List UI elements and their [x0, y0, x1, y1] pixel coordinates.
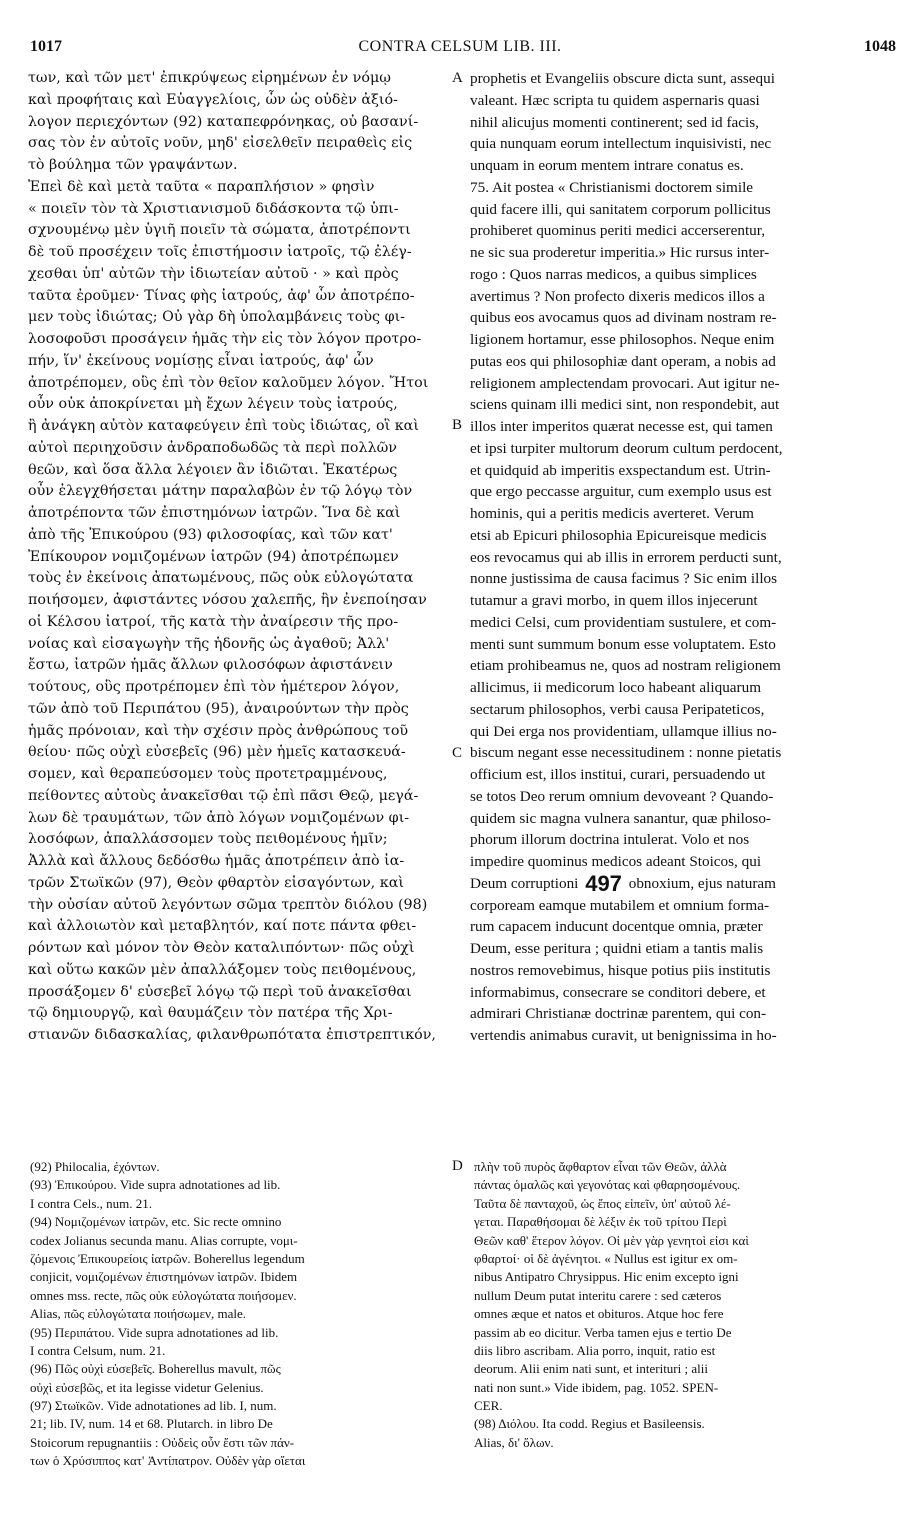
latin-line-tail: obnoxium, ejus naturam — [628, 874, 776, 892]
footnote-line: I contra Cels., num. 21. — [30, 1195, 153, 1211]
greek-text-line: ἀποτρέποντα τῶν ἐπιστημόνων ἰατρῶν. Ἵνα δὲ καὶ — [28, 505, 401, 521]
footnote-line: diis libro ascribam. Alia porro, inquit, ratio est — [474, 1342, 716, 1358]
footnote-line: Θεῶν καθ' ἕτερον λόγον. Οἱ μὲν γὰρ γενητοὶ εἰσι καὶ — [474, 1232, 749, 1248]
greek-text-line: λοσοφοῦσι προσάγειν ἡμᾶς τὴν εἰς τὸν λόγον προτρο- — [28, 331, 422, 347]
latin-text-line: ligionem hortamur, esse philosophos. Neque enim — [470, 331, 775, 348]
footnote-line: nullum Deum putat interitu carere : sed cæteros — [474, 1287, 722, 1303]
latin-text-line: qui Dei erga nos providentiam, ullamque illius no- — [470, 722, 777, 740]
footnote-line: ζόμενοις Ἐπικουρείοις ἰατρῶν. Boherellus legendum — [30, 1250, 305, 1266]
latin-text-line: tutamur a gravi morbo, in quem illos injecerunt — [470, 592, 758, 609]
footnote-line: (92) Philocalia, ἐχόντων. — [30, 1159, 160, 1174]
greek-text-line: καὶ προφήταις καὶ Εὐαγγελίοις, ὧν ὡς οὐδὲν ἀξιό- — [28, 91, 398, 108]
footnote-line: nati non sunt.» Vide ibidem, pag. 1052. SPEN- — [474, 1379, 719, 1395]
footnote-line: omnes æque et natos et obituros. Atque hoc fere — [474, 1306, 724, 1322]
latin-text-line: nostros removebimus, hisque potius piis institutis — [470, 961, 771, 979]
latin-text-line: etsi ab Epicuri philosophia Epicureisque medicis — [470, 526, 767, 544]
latin-text-line: vertendis animabus curavit, ut benignissima in ho- — [470, 1027, 777, 1044]
latin-text-line: officium est, illos institui, curari, persuadendo ut — [470, 766, 766, 783]
latin-text-line: impedire quominus medicos adeant Stoicos, qui — [470, 853, 762, 870]
greek-text-line: πήν, ἵν' ἐκείνους νομίσῃς εἶναι ἰατρούς, ἀφ' ὧν — [28, 352, 374, 369]
greek-text-line: μεν τοὺς ἰδιώτας; Οὐ γὰρ δὴ ὑπολαμβάνεις τοὺς φι- — [28, 309, 406, 326]
greek-text-line: σομεν, καὶ θεραπεύσομεν τοὺς προτετραμμένους, — [28, 766, 388, 782]
footnote-line: Alias, πῶς εὐλογώτατα ποιήσωμεν, male. — [30, 1306, 247, 1322]
latin-text-line: prophetis et Evangeliis obscure dicta sunt, assequi — [470, 70, 775, 87]
latin-text-line: rum capacem inducunt docentque omnia, præter — [470, 918, 763, 936]
latin-text-line: religionem amplectendam provocari. Aut igitur ne- — [470, 374, 780, 392]
greek-text-line: σας τὸν ἐν αὐτοῖς νοῦν, μηδ' εἰσελθεῖν πειραθεὶς εἰς — [28, 135, 413, 152]
latin-text-line: medici Celsi, cum providentiam sustulere, et com- — [470, 613, 777, 631]
margin-letter-a: A — [452, 70, 463, 86]
latin-text-line: Deum, esse peritura ; quidni etiam a tantis malis — [470, 940, 764, 957]
greek-text-line: τούτους, οὓς προτρέπομεν ἐπὶ τὸν ἡμέτερον λόγον, — [28, 679, 400, 695]
margin-letter-d: D — [452, 1158, 463, 1174]
latin-text-line: informabimus, consecrare se conditori debere, et — [470, 983, 766, 1001]
footnote-line: Ταῦτα δὲ πανταχοῦ, ὡς ἔπος εἰπεῖν, ὑπ' αὐτοῦ λέ- — [474, 1195, 731, 1211]
latin-text-line: quia nunquam eorum intellectum inquisivisti, nec — [470, 135, 772, 153]
greek-text-line: τῷ δημιουργῷ, καὶ θαυμάζειν τὸν πατέρα τῆς Χρι- — [28, 1005, 393, 1022]
greek-text-line: ποιήσομεν, ἀφιστάντες νόσου χαλεπῆς, ἣν ἐνεποίησαν — [28, 592, 427, 608]
greek-text-line: λων δὲ τραυμάτων, τῶν ἀπὸ λόγων νομιζομένων φι- — [28, 809, 410, 826]
footnote-line: I contra Celsum, num. 21. — [30, 1342, 166, 1358]
greek-text-line: νοίας καὶ εἰσαγωγὴν τῆς ἡδονῆς ὡς ἀγαθοῦ; Ἀλλ' — [28, 635, 390, 652]
footnote-line: φθαρτοί· οἱ δὲ ἀγένητοι. « Nullus est igitur ex om- — [474, 1250, 738, 1266]
greek-text-line: « ποιεῖν τὸν τὰ Χριστιανισμοῦ διδάσκοντα τῷ ὑπι- — [28, 200, 399, 217]
latin-text-line: sciens quinam illi medici sint, non respondebit, aut — [470, 396, 780, 414]
latin-text-line: admirari Christianæ doctrinæ parentem, qui con- — [470, 1005, 767, 1023]
latin-text-line: et ipsi turpiter multorum deorum cultum perdocent, — [470, 439, 783, 457]
footnote-line: (96) Πῶς οὐχὶ εὐσεβεῖς. Boherellus mavult, πῶς — [30, 1361, 281, 1377]
greek-text-line: θείου· πῶς οὐχὶ εὐσεβεῖς (96) μὲν ἡμεῖς κατασκευά- — [28, 744, 406, 761]
greek-text-line: προσάξομεν δ' εὐσεβεῖ λόγῳ τῷ περὶ τοῦ ἀνακεῖσθαι — [28, 983, 412, 1000]
latin-text-line: avertimus ? Non profecto dixeris medicos illos a — [470, 287, 765, 305]
footnote-line: (94) Νομιζομένων ἰατρῶν, etc. Sic recte omnino — [30, 1214, 282, 1230]
greek-text-line: Ἐπεὶ δὲ καὶ μετὰ ταῦτα « παραπλήσιον » φησὶν — [28, 178, 375, 195]
latin-text-line: biscum negant esse necessitudinem : nonne pietatis — [470, 744, 782, 762]
greek-text-column — [28, 68, 448, 1047]
greek-text-line: πείθοντες αὐτοὺς ἀνακεῖσθαι τῷ ἐπὶ πᾶσι Θεῷ, μεγά- — [28, 787, 419, 804]
greek-text-line: ἔστω, ἰατρῶν ἡμᾶς ἄλλων φιλοσόφων ἀφιστάνειν — [28, 657, 393, 674]
margin-letter-c: C — [452, 745, 463, 761]
footnote-line: conjicit, νομιζομένων ἐπιστημόνων ἰατρῶν. Ibidem — [30, 1269, 298, 1285]
greek-text-line: ταῦτα ἐροῦμεν· Τίνας φὴς ἰατρούς, ἀφ' ὧν ἀποτρέπο- — [28, 287, 415, 304]
footnote-line: nibus Antipatro Chrysippus. Hic enim excepto igni — [474, 1269, 739, 1285]
greek-text-line: δὲ τοῦ προσέχειν τοῖς ἐπιστήμοσιν ἰατροῖς, τῷ ἐλέγ- — [28, 244, 412, 260]
footnote-line: (97) Στωϊκῶν. Vide adnotationes ad lib. I, num. — [30, 1398, 277, 1414]
greek-text-line: ρόντων καὶ μόνον τὸν Θεὸν καταλιπόντων· πῶς οὐχὶ — [28, 940, 415, 956]
latin-text-line: prohiberet quominus periti medici accerserentur, — [470, 222, 766, 240]
page-number-left: 1017 — [30, 38, 62, 55]
latin-text-line: quidem sic magna vulnera sanantur, quæ philoso- — [470, 809, 771, 827]
greek-text-line: ἢ ἀνάγκη αὐτὸν καταφεύγειν ἐπὶ τοὺς ἰδιώτας, οἳ καὶ — [28, 418, 419, 434]
running-title: CONTRA CELSUM LIB. III. — [358, 38, 562, 55]
margin-letter-b: B — [452, 417, 463, 433]
greek-text-line: τὴν οὐσίαν αὐτοῦ λεγόντων σῶμα τρεπτὸν διόλου (98) — [28, 896, 428, 913]
latin-text-line: eos revocamus qui ab illis in errorem perducti sunt, — [470, 548, 782, 566]
greek-text-line: οὖν οὐκ ἀποκρίνεται μὴ ἔχων λέγειν τοὺς ἰατρούς, — [28, 396, 398, 413]
greek-text-line: ἀπὸ τῆς Ἐπικούρου (93) φιλοσοφίας, καὶ τῶν κατ' — [28, 526, 393, 543]
latin-text-line: phorum illorum doctrina intulerat. Volo et nos — [470, 831, 750, 849]
greek-text-line: σχνουμένῳ μὲν ὑγιῆ ποιεῖν τὰ σώματα, ἀποτρέποντι — [28, 222, 411, 239]
footnotes-right-column — [474, 1158, 894, 1452]
footnote-line: Alias, δι' ὅλων. — [474, 1434, 554, 1450]
greek-text-line: καὶ οὕτω κακῶν μὲν ἀπαλλάξομεν τοὺς πειθομένους, — [28, 961, 417, 978]
footnote-line: codex Jolianus secunda manu. Alias corrupte, νομι- — [30, 1232, 298, 1248]
column-number: 497 — [585, 872, 622, 895]
greek-text-line: τοὺς ἐν ἐκείνοις ἀπατωμένους, πῶς οὐκ εὐλογώτατα — [28, 570, 414, 587]
footnote-line: πλὴν τοῦ πυρὸς ἄφθαρτον εἶναι τῶν Θεῶν, ἀλλὰ — [474, 1159, 727, 1174]
footnote-line: CER. — [474, 1398, 503, 1414]
greek-text-line: των, καὶ τῶν μετ' ἐπικρύψεως εἰρημένων ἐν νόμῳ — [28, 70, 391, 86]
footnote-line: οὐχὶ εὐσεβῶς, et ita legisse videtur Gelenius. — [30, 1379, 264, 1395]
latin-text-line: se totos Deo rerum omnium devoveant ? Quando- — [470, 787, 774, 805]
greek-text-line: Ἀλλὰ καὶ ἄλλους δεδόσθω ἡμᾶς ἀποτρέπειν ἀπὸ ἰα- — [28, 853, 405, 869]
greek-text-line: στιανῶν διδασκαλίας, φιλανθρωπότατα ἐπιστρεπτικόν, — [28, 1027, 436, 1043]
latin-text-line: rogo : Quos narras medicos, a quibus simplices — [470, 265, 757, 283]
footnote-line: deorum. Alii enim nati sunt, et interituri ; alii — [474, 1361, 708, 1377]
latin-text-line: ne sic sua proderetur imperitia.» Hic rursus inter- — [470, 244, 770, 261]
running-header — [22, 38, 898, 62]
footnote-line: (95) Περιπάτου. Vide supra adnotationes ad lib. — [30, 1324, 279, 1340]
latin-text-line: quid facere illi, qui sanitatem corporum pollicitus — [470, 200, 771, 218]
latin-text-line: putas eos qui philosophiæ dant operam, a nobis ad — [470, 352, 776, 370]
latin-text-line: quibus eos avocamus quos ad divinam nostram re- — [470, 309, 777, 327]
greek-text-line: τρῶν Στωϊκῶν (97), Θεὸν φθαρτὸν εἰσαγόντων, καὶ — [28, 874, 404, 891]
greek-text-line: οἱ Κέλσου ἰατροί, τῆς κατὰ τὴν ἀναίρεσιν τῆς προ- — [28, 613, 399, 630]
greek-text-line: λοσόφων, ἀπαλλάσσομεν τοὺς πειθομένους ἡμῖν; — [28, 831, 388, 848]
latin-text-line: et quidquid ab imperitis exspectandum est. Utrin- — [470, 461, 771, 479]
greek-text-line: οὖν ἐλεγχθήσεται μάτην παραλαβὼν ἐν τῷ λόγῳ τὸν — [28, 483, 413, 500]
latin-text-line: etiam prohibeamus ne, quos ad nostram religionem — [470, 657, 781, 675]
footnote-line: (98) Διόλου. Ita codd. Regius et Basileensis. — [474, 1416, 705, 1432]
footnote-line: (93) Ἐπικούρου. Vide supra adnotationes ad lib. — [30, 1177, 281, 1193]
latin-text-line: menti sunt summum bonum esse voluptatem. Esto — [470, 635, 776, 653]
latin-line-head: Deum corruptioni — [470, 874, 579, 892]
footnote-line: πάντας ὁμαλῶς καὶ γεγονότας καὶ φθαρησομένους. — [474, 1177, 741, 1193]
footnote-line: 21; lib. IV, num. 14 et 68. Plutarch. in libro De — [30, 1416, 273, 1432]
greek-text-line: θεῶν, καὶ ὅσα ἄλλα λέγοιεν ἂν ἰδιῶται. Ἑκατέρως — [28, 461, 398, 478]
footnote-line: omnes mss. recte, πῶς οὐκ εὐλογώτατα ποιήσομεν. — [30, 1287, 297, 1303]
latin-text-line: valeant. Hæc scripta tu quidem aspernaris quasi — [470, 91, 760, 109]
latin-text-line: allicimus, ii medicorum loco habeant aliquarum — [470, 679, 762, 696]
latin-text-line: hominis, qui a peritis medicis averteret. Verum — [470, 505, 754, 522]
footnotes-left-column — [30, 1158, 435, 1471]
latin-text-line: illos inter imperitos quærat necesse est, qui tamen — [470, 418, 773, 435]
latin-text-line: nonne justissima de causa facimus ? Sic enim illos — [470, 570, 778, 588]
greek-text-line: λογον περιεχόντων (92) καταπεφρόνηκας, οὐ βασανί- — [28, 113, 419, 130]
greek-text-line: Ἐπίκουρον νομιζομένων ἰατρῶν (94) ἀποτρέπωμεν — [28, 548, 399, 565]
greek-text-line: χεσθαι ὑπ' αὐτῶν τὴν ἰδιωτείαν αὐτοῦ · » καὶ πρὸς — [28, 265, 399, 282]
greek-text-line: τὸ βούλημα τῶν γραψάντων. — [28, 157, 238, 173]
page-number-right: 1048 — [864, 38, 896, 55]
latin-text-line: corpoream eamque mutabilem et omnium forma- — [470, 896, 770, 914]
footnote-line: passim ab eo dicitur. Verba tamen ejus e tertio De — [474, 1324, 732, 1340]
footnote-line: γεται. Παραθήσομαι δὲ λέξιν ἐκ τοῦ τρίτου Περὶ — [474, 1214, 727, 1230]
greek-text-line: αὐτοὶ περιηχοῦσιν ἀνδραποδωδῶς τὰ περὶ πολλῶν — [28, 439, 397, 456]
latin-text-line: sectarum philosophos, verbi causa Peripateticos, — [470, 700, 765, 718]
greek-text-line: ἡμᾶς πρόνοιαν, καὶ τὴν σχέσιν πρὸς ἀνθρώπους τοῦ — [28, 722, 409, 739]
latin-text-column — [470, 68, 898, 1047]
greek-text-line: τῶν ἀπὸ τοῦ Περιπάτου (95), ἀναιρούντων τὴν πρὸς — [28, 700, 409, 717]
latin-text-line: nihil alicujus momenti continerent; sed id facis, — [470, 113, 759, 131]
footnote-line: Stoicorum repugnantiis : Οὐδεὶς οὖν ἔστι τῶν πάν- — [30, 1434, 295, 1450]
footnote-line: των ὁ Χρύσιππος κατ' Ἀντίπατρον. Οὐδὲν γὰρ οἴεται — [30, 1453, 306, 1469]
latin-text-line: unquam in eorum mentem intrare conatus es. — [470, 157, 744, 174]
greek-text-line: ἀποτρέπομεν, οὓς ἐπὶ τὸν θεῖον καλοῦμεν λόγον. Ἤτοι — [28, 374, 429, 391]
latin-text-line — [470, 873, 898, 895]
latin-text-line: que ergo peccasse arguitur, cum exemplo usus est — [470, 483, 772, 501]
latin-text-line: 75. Ait postea « Christianismi doctorem simile — [470, 178, 754, 196]
greek-text-line: καὶ ἀλλοιωτὸν καὶ μεταβλητόν, καί ποτε πάντα φθει- — [28, 918, 417, 935]
